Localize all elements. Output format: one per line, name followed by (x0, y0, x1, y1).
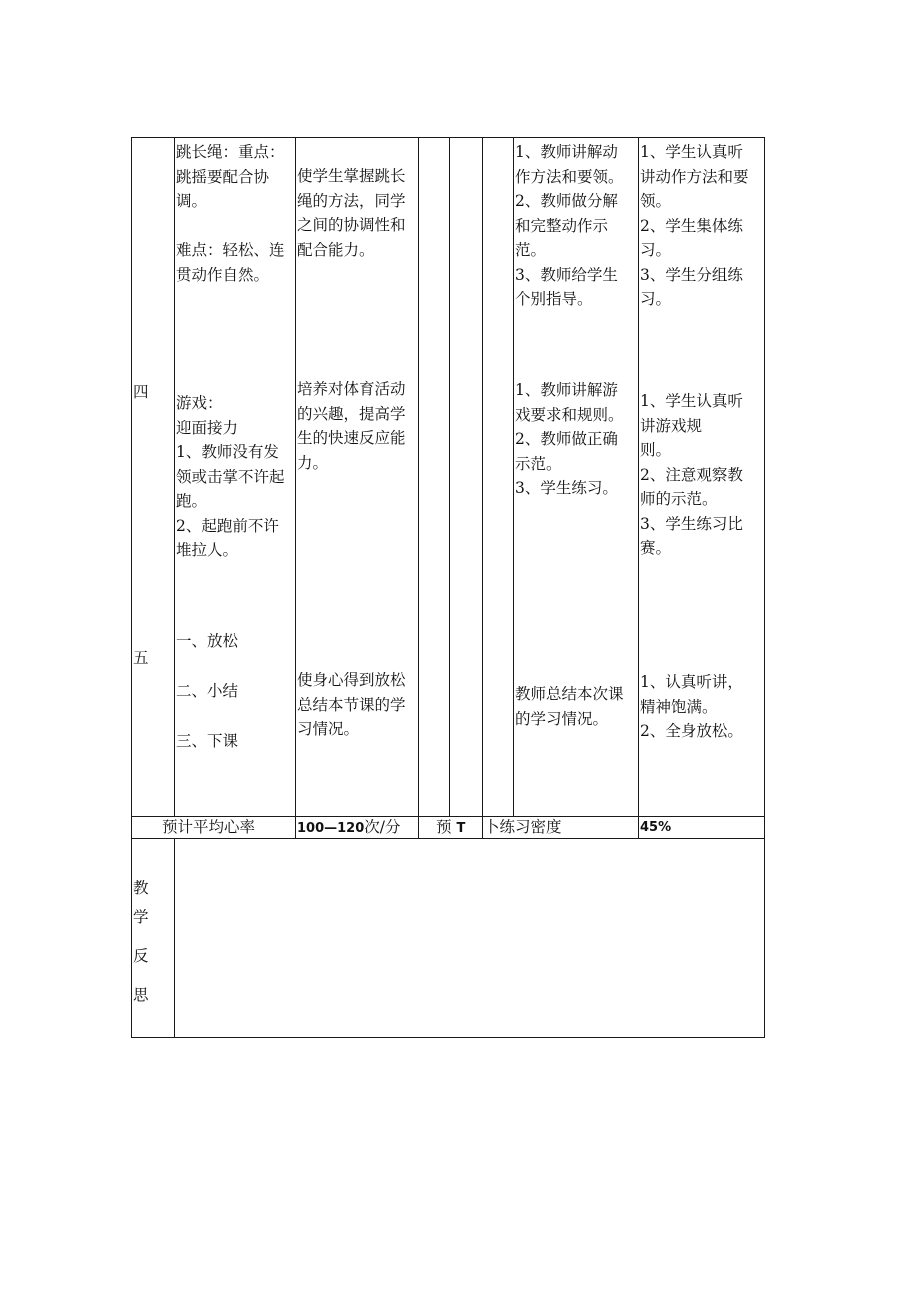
game-content-line: 2、起跑前不许 (176, 516, 279, 535)
row5-student-line: 精神饱满。 (640, 697, 718, 716)
game-teacher-cell (515, 378, 624, 501)
row4-content-line: 跳摇要配合协 (176, 167, 270, 186)
game-content-line: 领或击掌不许起 (176, 467, 285, 486)
table-right-border (764, 137, 765, 1038)
row4-content-line (176, 214, 285, 239)
col-divider-content (295, 137, 296, 839)
row4-teacher-line: 和完整动作示 (515, 216, 609, 235)
game-goal-line: 生的快速反应能 (297, 429, 406, 447)
row5-student-line: 1、认真听讲， (640, 673, 743, 691)
game-teacher-line: 示范。 (515, 454, 562, 473)
row5-teacher-line: 教师总结本次课 (515, 685, 624, 703)
game-content-cell (176, 391, 285, 563)
game-content-line: 跑。 (176, 492, 208, 510)
row5-goal-line: 使身心得到放松 (297, 671, 406, 689)
heart-rate-number: 100—120 (297, 821, 365, 836)
reflection-label-char: 反 (133, 947, 149, 965)
col-divider-teacher (638, 137, 639, 839)
game-teacher-line: 戏要求和规则。 (515, 405, 624, 424)
row5-teacher-cell (515, 682, 624, 731)
row5-goal-line: 总结本节课的学 (297, 695, 406, 714)
row5-teacher-line: 的学习情况。 (515, 709, 609, 728)
game-content-line: 迎面接力 (176, 418, 239, 437)
game-student-line: 2、注意观察教 (640, 465, 743, 484)
col-divider-narrow-3 (513, 137, 514, 817)
row4-student-line: 习。 (640, 241, 672, 259)
game-content-line: 1、教师没有发 (176, 443, 279, 461)
row4-goal-cell (297, 164, 406, 262)
table-left-border (131, 137, 132, 1038)
table-top-border (131, 137, 765, 138)
col-divider-label (174, 137, 175, 817)
row4-teacher-cell (515, 140, 624, 312)
game-goal-line: 的兴趣，提高学 (297, 404, 406, 423)
col-divider-narrow-1 (449, 137, 450, 817)
row4-student-line: 1、学生认真听 (640, 143, 743, 161)
row5-content-item: 二、小结 (176, 682, 239, 700)
row4-content-line: 贯动作自然。 (176, 265, 270, 284)
game-student-line: 赛。 (640, 539, 672, 557)
game-teacher-line: 3、学生练习。 (515, 479, 618, 497)
game-content-line: 堆拉人。 (176, 541, 239, 559)
col-divider-narrow-2 (482, 137, 483, 839)
heart-rate-unit: 次/分 (364, 818, 401, 836)
row4-content-line: 调。 (176, 192, 208, 210)
game-student-line: 师的示范。 (640, 490, 718, 508)
game-student-cell (640, 389, 743, 561)
row5-content-item: 三、下课 (176, 732, 239, 750)
game-student-line: 1、学生认真听 (640, 392, 743, 410)
density-value: 45% (640, 820, 672, 835)
row4-label: 四 (133, 383, 149, 401)
game-teacher-line: 1、教师讲解游 (515, 381, 618, 399)
table-bottom-border (131, 1037, 765, 1038)
row5-student-cell (640, 670, 743, 744)
row5-label: 五 (133, 649, 149, 667)
game-goal-cell (297, 377, 406, 475)
row5-content-item: 一、放松 (176, 632, 239, 650)
row4-content-line: 难点：轻松、连 (176, 241, 285, 259)
col-divider-reflection (174, 838, 175, 1038)
reflection-label-char: 学 (133, 908, 149, 926)
density-prefix (436, 815, 465, 842)
reflection-label-char: 思 (133, 986, 149, 1004)
row4-teacher-line: 2、教师做分解 (515, 192, 618, 210)
heart-rate-label: 预计平均心率 (162, 818, 256, 836)
game-goal-line: 培养对体育活动 (297, 380, 406, 398)
density-prefix-char: 预 (436, 818, 452, 836)
row4-goal-line: 使学生掌握跳长 (297, 167, 406, 185)
row4-student-line: 3、学生分组练 (640, 265, 743, 284)
game-student-line: 3、学生练习比 (640, 514, 743, 533)
row5-student-line: 2、全身放松。 (640, 722, 743, 740)
row4-content-cell (176, 140, 285, 287)
game-goal-line: 力。 (297, 453, 329, 472)
row4-goal-line: 配合能力。 (297, 240, 375, 259)
density-t-char: T (456, 821, 466, 836)
heart-rate-value (297, 815, 401, 842)
density-label: 卜练习密度 (484, 818, 562, 836)
game-teacher-line: 2、教师做正确 (515, 430, 618, 448)
row4-teacher-line: 3、教师给学生 (515, 265, 618, 284)
row4-student-line: 2、学生集体练 (640, 216, 743, 235)
row4-goal-line: 绳的方法，同学 (297, 191, 406, 210)
row4-content-line: 跳长绳：重点： (176, 143, 285, 161)
col-divider-goal (418, 137, 419, 839)
row4-teacher-line: 个别指导。 (515, 290, 593, 308)
game-student-line: 则。 (640, 441, 672, 459)
game-content-line: 游戏： (176, 394, 223, 412)
row4-goal-line: 之间的协调性和 (297, 216, 406, 234)
game-student-line: 讲游戏规 (640, 416, 703, 435)
row5-goal-line: 习情况。 (297, 720, 360, 738)
row4-student-line: 讲动作方法和要 (640, 167, 749, 186)
row5-goal-cell (297, 668, 406, 742)
row4-student-line: 领。 (640, 192, 672, 210)
row4-student-line: 习。 (640, 290, 672, 308)
row4-teacher-line: 1、教师讲解动 (515, 143, 618, 161)
row4-student-cell (640, 140, 749, 312)
row4-teacher-line: 范。 (515, 241, 547, 259)
row4-teacher-line: 作方法和要领。 (515, 167, 624, 186)
reflection-label-char: 教 (133, 879, 149, 897)
